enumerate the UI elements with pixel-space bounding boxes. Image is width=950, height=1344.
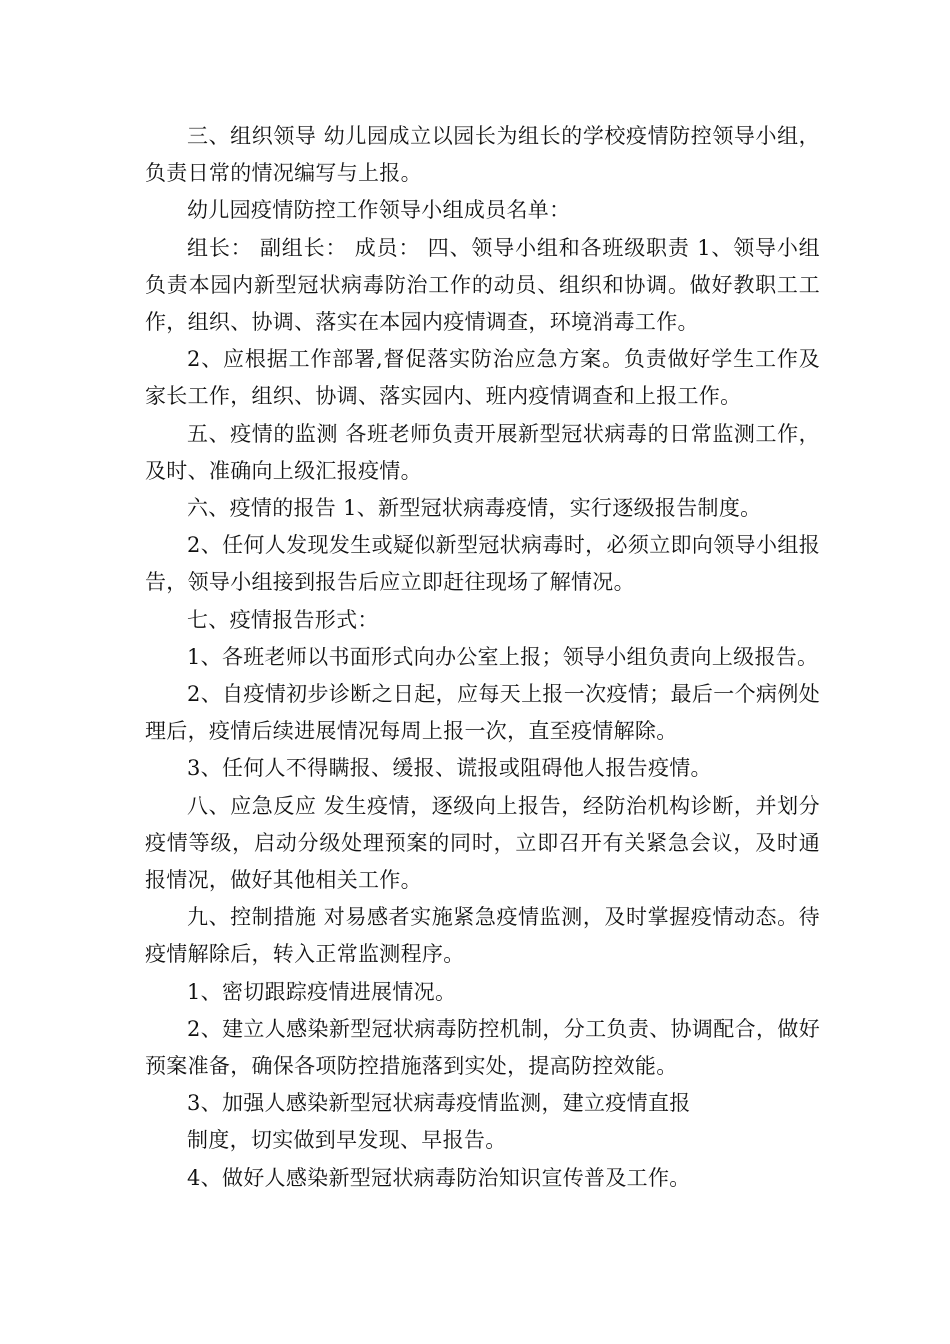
paragraph-roles-duties: 组长： 副组长： 成员： 四、领导小组和各班级职责 1、领导小组负责本园内新型冠状病毒防治工作的动员、组织和协调。做好教职工工作，组织、协调、落实在本园内疫情调查，环境消毒工作。: [145, 235, 820, 335]
paragraph-organization: 三、组织领导 幼儿园成立以园长为组长的学校疫情防控领导小组，负责日常的情况编写与上报。: [145, 124, 820, 186]
paragraph-control-measures: 九、控制措施 对易感者实施紧急疫情监测，及时掌握疫情动态。待疫情解除后，转入正常监测程序。: [145, 905, 820, 967]
paragraph-emergency-response: 八、应急反应 发生疫情，逐级向上报告，经防治机构诊断，并划分疫情等级，启动分级处理预案的同时，立即召开有关紧急会议，及时通报情况，做好其他相关工作。: [145, 793, 820, 893]
paragraph-report-format-1: 1、各班老师以书面形式向办公室上报；领导小组负责向上级报告。: [187, 644, 819, 669]
paragraph-duty-2: 2、应根据工作部署,督促落实防治应急方案。负责做好学生工作及家长工作，组织、协调、落实园内、班内疫情调查和上报工作。: [145, 347, 820, 409]
paragraph-report-format-heading: 七、疫情报告形式：: [187, 607, 379, 632]
paragraph-measure-1: 1、密切跟踪疫情进展情况。: [187, 979, 457, 1004]
paragraph-reporting: 六、疫情的报告 1、新型冠状病毒疫情，实行逐级报告制度。: [187, 496, 762, 521]
paragraph-measure-2: 2、建立人感染新型冠状病毒防控机制，分工负责、协调配合，做好预案准备，确保各项防控措施落到实处，提高防控效能。: [145, 1016, 820, 1079]
paragraph-reporting-2: 2、任何人发现发生或疑似新型冠状病毒时，必须立即向领导小组报告，领导小组接到报告后应立即赶往现场了解情况。: [145, 533, 820, 595]
paragraph-report-format-2: 2、自疫情初步诊断之日起，应每天上报一次疫情；最后一个病例处理后，疫情后续进展情况每周上报一次，直至疫情解除。: [145, 682, 820, 744]
paragraph-measure-3-continued: 制度，切实做到早发现、早报告。: [187, 1128, 507, 1153]
document-body: [145, 118, 820, 1197]
paragraph-report-format-3: 3、任何人不得瞒报、缓报、谎报或阻碍他人报告疫情。: [187, 756, 712, 781]
paragraph-measure-3: 3、加强人感染新型冠状病毒疫情监测，建立疫情直报: [187, 1091, 691, 1116]
paragraph-measure-4: 4、做好人感染新型冠状病毒防治知识宣传普及工作。: [187, 1165, 691, 1190]
paragraph-monitoring: 五、疫情的监测 各班老师负责开展新型冠状病毒的日常监测工作，及时、准确向上级汇报疫情。: [145, 421, 820, 483]
paragraph-member-list-heading: 幼儿园疫情防控工作领导小组成员名单：: [187, 198, 571, 223]
